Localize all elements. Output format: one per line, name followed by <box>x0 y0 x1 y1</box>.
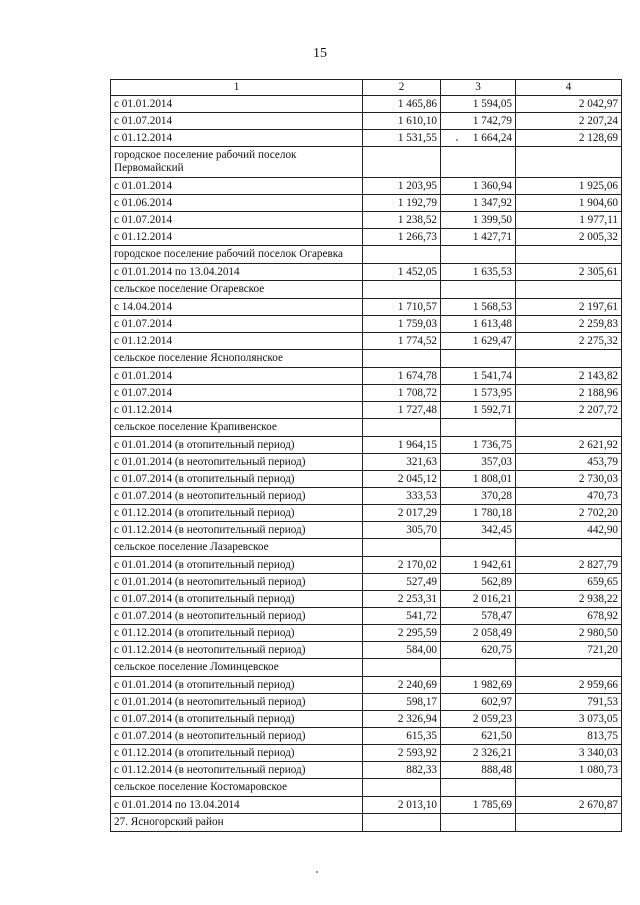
empty-cell <box>363 659 441 677</box>
section-title: сельское поселение Крапивенское <box>111 419 363 437</box>
value-col-3: 1 360,94 <box>441 178 516 195</box>
table-row <box>111 471 622 488</box>
table-row <box>111 437 622 454</box>
value-col-3: 342,45 <box>441 522 516 539</box>
value-col-3: 2 058,49 <box>441 625 516 642</box>
period-cell: с 01.01.2014 по 13.04.2014 <box>111 264 363 281</box>
value-col-2: 2 017,29 <box>363 505 441 522</box>
period-cell: с 01.01.2014 (в отопительный период) <box>111 437 363 454</box>
table-row <box>111 711 622 728</box>
period-cell: с 01.12.2014 (в неотопительный период) <box>111 642 363 659</box>
value-col-4: 791,53 <box>516 694 622 711</box>
empty-cell <box>516 246 622 264</box>
value-col-3: 888,48 <box>441 762 516 779</box>
period-cell: с 01.07.2014 (в отопительный период) <box>111 471 363 488</box>
table-header <box>111 80 622 96</box>
table-row <box>111 625 622 642</box>
empty-cell <box>441 147 516 178</box>
empty-cell <box>441 246 516 264</box>
value-col-4: 2 207,72 <box>516 402 622 419</box>
value-col-4: 453,79 <box>516 454 622 471</box>
period-cell: с 01.12.2014 (в отопительный период) <box>111 625 363 642</box>
value-col-2: 2 240,69 <box>363 677 441 694</box>
value-col-2: 1 727,48 <box>363 402 441 419</box>
empty-cell <box>441 419 516 437</box>
section-row <box>111 814 622 832</box>
period-cell: с 01.01.2014 <box>111 96 363 113</box>
value-col-2: 321,63 <box>363 454 441 471</box>
value-col-3: 2 326,21 <box>441 745 516 762</box>
value-col-4: 678,92 <box>516 608 622 625</box>
value-col-4: 659,65 <box>516 574 622 591</box>
value-col-4: 1 904,60 <box>516 195 622 212</box>
value-col-2: 2 170,02 <box>363 557 441 574</box>
header-col-3: 3 <box>441 80 516 96</box>
header-col-2: 2 <box>363 80 441 96</box>
value-col-3: 621,50 <box>441 728 516 745</box>
period-cell: с 01.07.2014 (в неотопительный период) <box>111 608 363 625</box>
period-cell: с 01.01.2014 <box>111 178 363 195</box>
value-col-2: 527,49 <box>363 574 441 591</box>
value-col-4: 3 340,03 <box>516 745 622 762</box>
period-cell: с 01.07.2014 (в отопительный период) <box>111 711 363 728</box>
value-col-4: 2 670,87 <box>516 797 622 814</box>
table-body <box>111 96 622 832</box>
empty-cell <box>516 147 622 178</box>
table-row <box>111 728 622 745</box>
value-col-3: 578,47 <box>441 608 516 625</box>
empty-cell <box>363 779 441 797</box>
value-col-3: 1 635,53 <box>441 264 516 281</box>
value-col-2: 615,35 <box>363 728 441 745</box>
value-col-2: 541,72 <box>363 608 441 625</box>
value-col-2: 1 708,72 <box>363 385 441 402</box>
section-row <box>111 539 622 557</box>
section-row <box>111 246 622 264</box>
value-col-4: 2 143,82 <box>516 368 622 385</box>
value-col-3: 1 982,69 <box>441 677 516 694</box>
table-row <box>111 574 622 591</box>
value-col-4: 2 980,50 <box>516 625 622 642</box>
section-title: городское поселение рабочий поселок Огаревка <box>111 246 363 264</box>
empty-cell <box>363 246 441 264</box>
value-col-2: 2 013,10 <box>363 797 441 814</box>
value-col-4: 2 207,24 <box>516 113 622 130</box>
value-col-2: 1 774,52 <box>363 333 441 350</box>
value-col-2: 598,17 <box>363 694 441 711</box>
period-cell: с 01.12.2014 <box>111 130 363 147</box>
section-row <box>111 350 622 368</box>
empty-cell <box>441 281 516 299</box>
period-cell: с 01.12.2014 (в отопительный период) <box>111 505 363 522</box>
value-col-2: 1 710,57 <box>363 299 441 316</box>
value-col-4: 2 275,32 <box>516 333 622 350</box>
period-cell: с 01.12.2014 <box>111 333 363 350</box>
table-row <box>111 522 622 539</box>
table-row <box>111 299 622 316</box>
empty-cell <box>516 814 622 832</box>
value-col-3: 1 808,01 <box>441 471 516 488</box>
table-row <box>111 178 622 195</box>
value-col-2: 1 203,95 <box>363 178 441 195</box>
value-col-2: 584,00 <box>363 642 441 659</box>
section-title: сельское поселение Костомаровское <box>111 779 363 797</box>
value-col-2: 882,33 <box>363 762 441 779</box>
value-col-3: 1 399,50 <box>441 212 516 229</box>
value-col-2: 1 759,03 <box>363 316 441 333</box>
table-row <box>111 591 622 608</box>
value-col-2: 1 531,55 <box>363 130 441 147</box>
empty-cell <box>363 147 441 178</box>
value-col-3: 1 629,47 <box>441 333 516 350</box>
value-col-2: 2 253,31 <box>363 591 441 608</box>
value-col-4: 2 621,92 <box>516 437 622 454</box>
value-col-3: 357,03 <box>441 454 516 471</box>
period-cell: с 01.01.2014 (в неотопительный период) <box>111 574 363 591</box>
value-col-4: 2 128,69 <box>516 130 622 147</box>
table-row <box>111 402 622 419</box>
table-row <box>111 677 622 694</box>
value-col-3: 1 736,75 <box>441 437 516 454</box>
table-row <box>111 212 622 229</box>
value-col-2: 2 295,59 <box>363 625 441 642</box>
value-col-3: 1 592,71 <box>441 402 516 419</box>
value-col-4: 1 977,11 <box>516 212 622 229</box>
section-title: сельское поселение Лазаревское <box>111 539 363 557</box>
value-col-4: 813,75 <box>516 728 622 745</box>
section-title: сельское поселение Яснополянское <box>111 350 363 368</box>
empty-cell <box>516 539 622 557</box>
value-col-4: 2 197,61 <box>516 299 622 316</box>
empty-cell <box>516 419 622 437</box>
table-row <box>111 505 622 522</box>
value-col-3: 2 016,21 <box>441 591 516 608</box>
table-row <box>111 608 622 625</box>
value-col-4: 721,20 <box>516 642 622 659</box>
period-cell: с 01.12.2014 (в неотопительный период) <box>111 762 363 779</box>
value-col-4: 2 702,20 <box>516 505 622 522</box>
value-col-3: 1 427,71 <box>441 229 516 246</box>
period-cell: с 01.07.2014 <box>111 385 363 402</box>
value-col-4: 2 938,22 <box>516 591 622 608</box>
value-col-2: 1 964,15 <box>363 437 441 454</box>
value-col-4: 1 925,06 <box>516 178 622 195</box>
period-cell: с 01.12.2014 <box>111 229 363 246</box>
table-row <box>111 368 622 385</box>
value-col-3: 370,28 <box>441 488 516 505</box>
value-col-3: 1 541,74 <box>441 368 516 385</box>
scan-speck <box>316 871 318 873</box>
table-row <box>111 333 622 350</box>
value-col-3: 1 780,18 <box>441 505 516 522</box>
value-col-3: 562,89 <box>441 574 516 591</box>
table-row <box>111 642 622 659</box>
value-col-2: 1 610,10 <box>363 113 441 130</box>
empty-cell <box>441 659 516 677</box>
empty-cell <box>516 350 622 368</box>
value-col-4: 2 730,03 <box>516 471 622 488</box>
value-col-3: 1 613,48 <box>441 316 516 333</box>
section-title: 27. Ясногорский район <box>111 814 363 832</box>
empty-cell <box>441 350 516 368</box>
period-cell: с 01.12.2014 <box>111 402 363 419</box>
value-col-4: 2 259,83 <box>516 316 622 333</box>
value-col-3: 1 942,61 <box>441 557 516 574</box>
period-cell: с 01.01.2014 (в неотопительный период) <box>111 694 363 711</box>
value-col-2: 1 465,86 <box>363 96 441 113</box>
value-col-2: 1 674,78 <box>363 368 441 385</box>
value-col-4: 442,90 <box>516 522 622 539</box>
empty-cell <box>516 281 622 299</box>
section-row <box>111 659 622 677</box>
tariff-table <box>110 79 622 832</box>
value-col-2: 2 326,94 <box>363 711 441 728</box>
empty-cell <box>363 814 441 832</box>
period-cell: с 01.12.2014 (в отопительный период) <box>111 745 363 762</box>
section-row <box>111 419 622 437</box>
section-row <box>111 147 622 178</box>
empty-cell <box>516 779 622 797</box>
page-number: 15 <box>313 46 327 61</box>
table-row <box>111 385 622 402</box>
value-col-4: 470,73 <box>516 488 622 505</box>
value-col-3: 2 059,23 <box>441 711 516 728</box>
table-row <box>111 694 622 711</box>
table-row <box>111 488 622 505</box>
period-cell: с 01.07.2014 (в неотопительный период) <box>111 488 363 505</box>
empty-cell <box>363 281 441 299</box>
value-col-4: 2 959,66 <box>516 677 622 694</box>
value-col-4: 2 042,97 <box>516 96 622 113</box>
value-col-2: 2 593,92 <box>363 745 441 762</box>
period-cell: с 01.01.2014 (в неотопительный период) <box>111 454 363 471</box>
table-row <box>111 762 622 779</box>
value-col-2: 1 192,79 <box>363 195 441 212</box>
value-col-3: 1 568,53 <box>441 299 516 316</box>
section-row <box>111 281 622 299</box>
empty-cell <box>441 814 516 832</box>
section-title: городское поселение рабочий поселок Первомайский <box>111 147 363 178</box>
value-col-3: 1 594,05 <box>441 96 516 113</box>
empty-cell <box>363 419 441 437</box>
value-col-3: 1 573,95 <box>441 385 516 402</box>
value-col-4: 2 827,79 <box>516 557 622 574</box>
period-cell: с 01.06.2014 <box>111 195 363 212</box>
section-row <box>111 779 622 797</box>
empty-cell <box>441 539 516 557</box>
header-col-1: 1 <box>111 80 363 96</box>
period-cell: с 01.07.2014 <box>111 316 363 333</box>
period-cell: с 01.12.2014 (в неотопительный период) <box>111 522 363 539</box>
value-col-2: 1 238,52 <box>363 212 441 229</box>
period-cell: с 01.07.2014 <box>111 212 363 229</box>
section-title: сельское поселение Ломинцевское <box>111 659 363 677</box>
value-col-3: 1 347,92 <box>441 195 516 212</box>
empty-cell <box>441 779 516 797</box>
period-cell: с 01.01.2014 <box>111 368 363 385</box>
period-cell: с 14.04.2014 <box>111 299 363 316</box>
table-row <box>111 264 622 281</box>
empty-cell <box>516 659 622 677</box>
period-cell: с 01.01.2014 (в отопительный период) <box>111 677 363 694</box>
period-cell: с 01.07.2014 (в неотопительный период) <box>111 728 363 745</box>
period-cell: с 01.01.2014 (в отопительный период) <box>111 557 363 574</box>
table-row <box>111 113 622 130</box>
empty-cell <box>363 539 441 557</box>
section-title: сельское поселение Огаревское <box>111 281 363 299</box>
period-cell: с 01.07.2014 (в отопительный период) <box>111 591 363 608</box>
value-col-4: 2 005,32 <box>516 229 622 246</box>
value-col-2: 2 045,12 <box>363 471 441 488</box>
header-col-4: 4 <box>516 80 622 96</box>
table-row <box>111 96 622 113</box>
value-col-2: 1 452,05 <box>363 264 441 281</box>
value-col-2: 333,53 <box>363 488 441 505</box>
header-row <box>111 80 622 96</box>
table-row <box>111 745 622 762</box>
scan-speck <box>456 139 458 141</box>
table-row <box>111 130 622 147</box>
period-cell: с 01.07.2014 <box>111 113 363 130</box>
value-col-4: 2 188,96 <box>516 385 622 402</box>
table-row <box>111 195 622 212</box>
value-col-4: 2 305,61 <box>516 264 622 281</box>
value-col-2: 305,70 <box>363 522 441 539</box>
value-col-3: 1 664,24 <box>441 130 516 147</box>
value-col-3: 1 785,69 <box>441 797 516 814</box>
table-row <box>111 316 622 333</box>
value-col-3: 602,97 <box>441 694 516 711</box>
table-row <box>111 229 622 246</box>
value-col-3: 1 742,79 <box>441 113 516 130</box>
table-row <box>111 557 622 574</box>
value-col-4: 1 080,73 <box>516 762 622 779</box>
period-cell: с 01.01.2014 по 13.04.2014 <box>111 797 363 814</box>
empty-cell <box>363 350 441 368</box>
value-col-3: 620,75 <box>441 642 516 659</box>
value-col-2: 1 266,73 <box>363 229 441 246</box>
table-row <box>111 797 622 814</box>
value-col-4: 3 073,05 <box>516 711 622 728</box>
table-row <box>111 454 622 471</box>
